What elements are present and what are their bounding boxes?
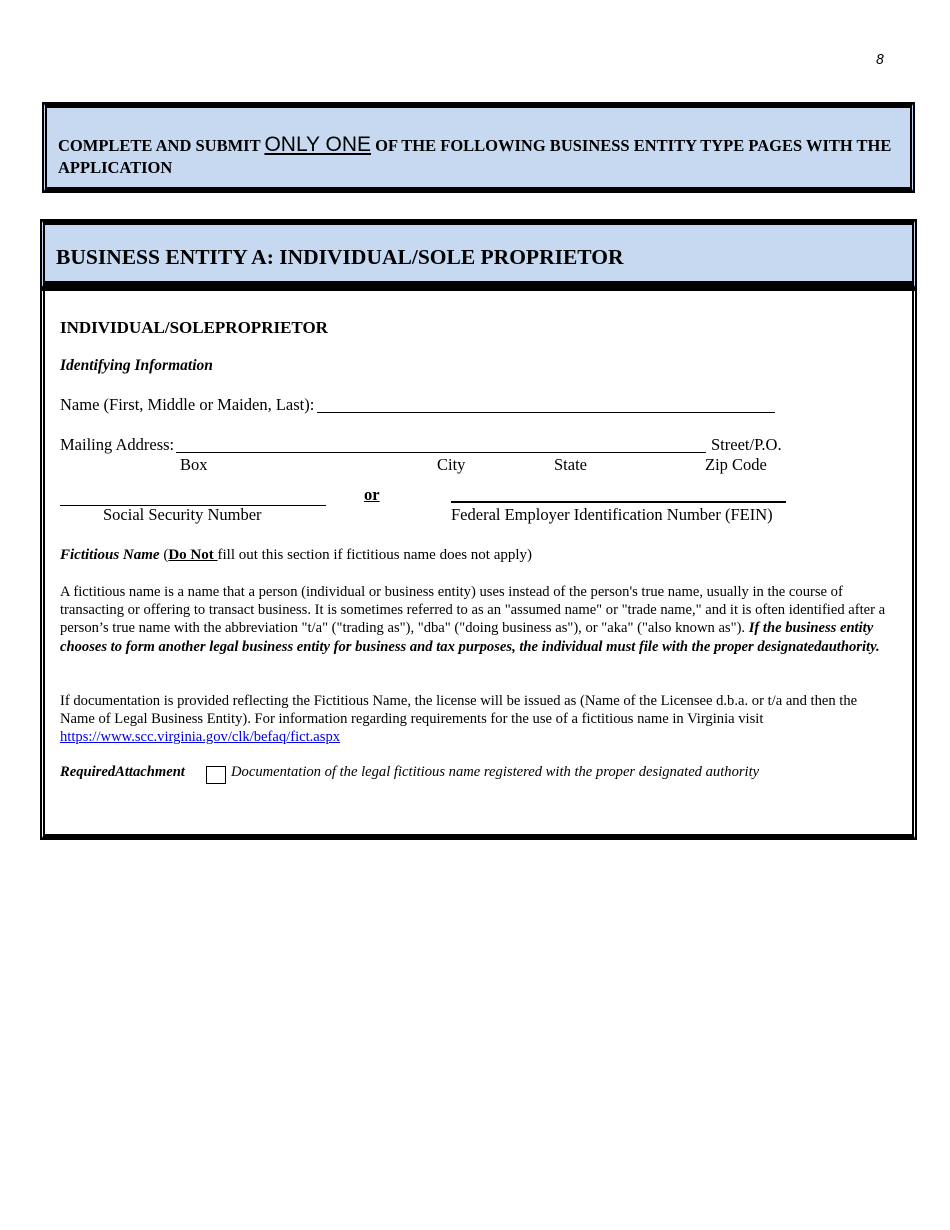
- name-field[interactable]: [317, 412, 775, 413]
- zip-caption: Zip Code: [705, 455, 767, 474]
- mailing-address-label: Mailing Address:: [60, 435, 175, 454]
- identifying-heading: Identifying Information: [60, 357, 213, 374]
- fictitious-definition: [60, 583, 890, 656]
- notice-text-end: OF THE FOLLOWING BUSINESS ENTITY TYPE PAGES WITH THE APPLICATION: [58, 136, 892, 177]
- attachment-checkbox[interactable]: [206, 766, 226, 784]
- notice-text: [58, 134, 898, 179]
- fictitious-note: fill out this section if fictitious name does not apply): [217, 547, 533, 563]
- instruction-notice: [42, 102, 915, 193]
- fictitious-definition-text: A fictitious name is a name that a person (individual or business entity) uses instead of the person's true name, usually in the course of transacting or offering to transact business. It is sometimes referred to as an "assumed name" or "trade name," and it is often identified after a person’s true name with the abbreviation "t/a" ("trading as"), "dba" ("doing business as"), or "aka" ("also known as").: [60, 584, 886, 637]
- page-number: 8: [876, 53, 885, 68]
- fein-field[interactable]: [451, 501, 786, 503]
- notice-text-start: COMPLETE AND SUBMIT: [58, 136, 265, 155]
- fictitious-documentation: [60, 692, 890, 747]
- city-caption: City: [437, 455, 466, 474]
- section-subtitle: INDIVIDUAL/SOLEPROPRIETOR: [60, 318, 328, 337]
- scc-link[interactable]: https://www.scc.virginia.gov/clk/befaq/fict.aspx: [60, 729, 341, 746]
- required-attachment-title: RequiredAttachment: [60, 764, 185, 780]
- fictitious-paren: (: [159, 547, 169, 563]
- mailing-address-field[interactable]: [176, 452, 706, 453]
- entity-section: [40, 291, 917, 840]
- fein-caption: Federal Employer Identification Number (FEIN): [451, 505, 773, 524]
- street-caption: Street/P.O.: [711, 435, 782, 454]
- fictitious-name-heading: [60, 547, 532, 564]
- required-attachment-label: [60, 764, 185, 781]
- do-not-emphasis: Do Not: [168, 547, 218, 563]
- fictitious-name-title: Fictitious Name: [60, 547, 160, 563]
- box-caption: Box: [180, 455, 208, 474]
- fictitious-documentation-text: If documentation is provided reflecting the Fictitious Name, the license will be issued as (Name of the Licensee d.b.a. or t/a and then the Name of Legal Business Entity). For information regarding requirements for the use of a fictitious name in Virginia visit: [60, 693, 858, 728]
- name-label: Name (First, Middle or Maiden, Last):: [60, 395, 315, 414]
- required-attachment-description: Documentation of the legal fictitious name registered with the proper designated authority: [231, 764, 760, 780]
- entity-header: [40, 219, 917, 291]
- notice-emphasis: ONLY ONE: [264, 133, 372, 156]
- state-caption: State: [554, 455, 587, 474]
- ssn-caption: Social Security Number: [103, 505, 262, 524]
- entity-title: BUSINESS ENTITY A: INDIVIDUAL/SOLE PROPRIETOR: [56, 245, 624, 269]
- fictitious-definition-bold: If the business entity chooses to form another legal business entity for business and tax purposes, the individual must file with the proper designatedauthority.: [60, 620, 880, 655]
- or-label: or: [364, 485, 380, 504]
